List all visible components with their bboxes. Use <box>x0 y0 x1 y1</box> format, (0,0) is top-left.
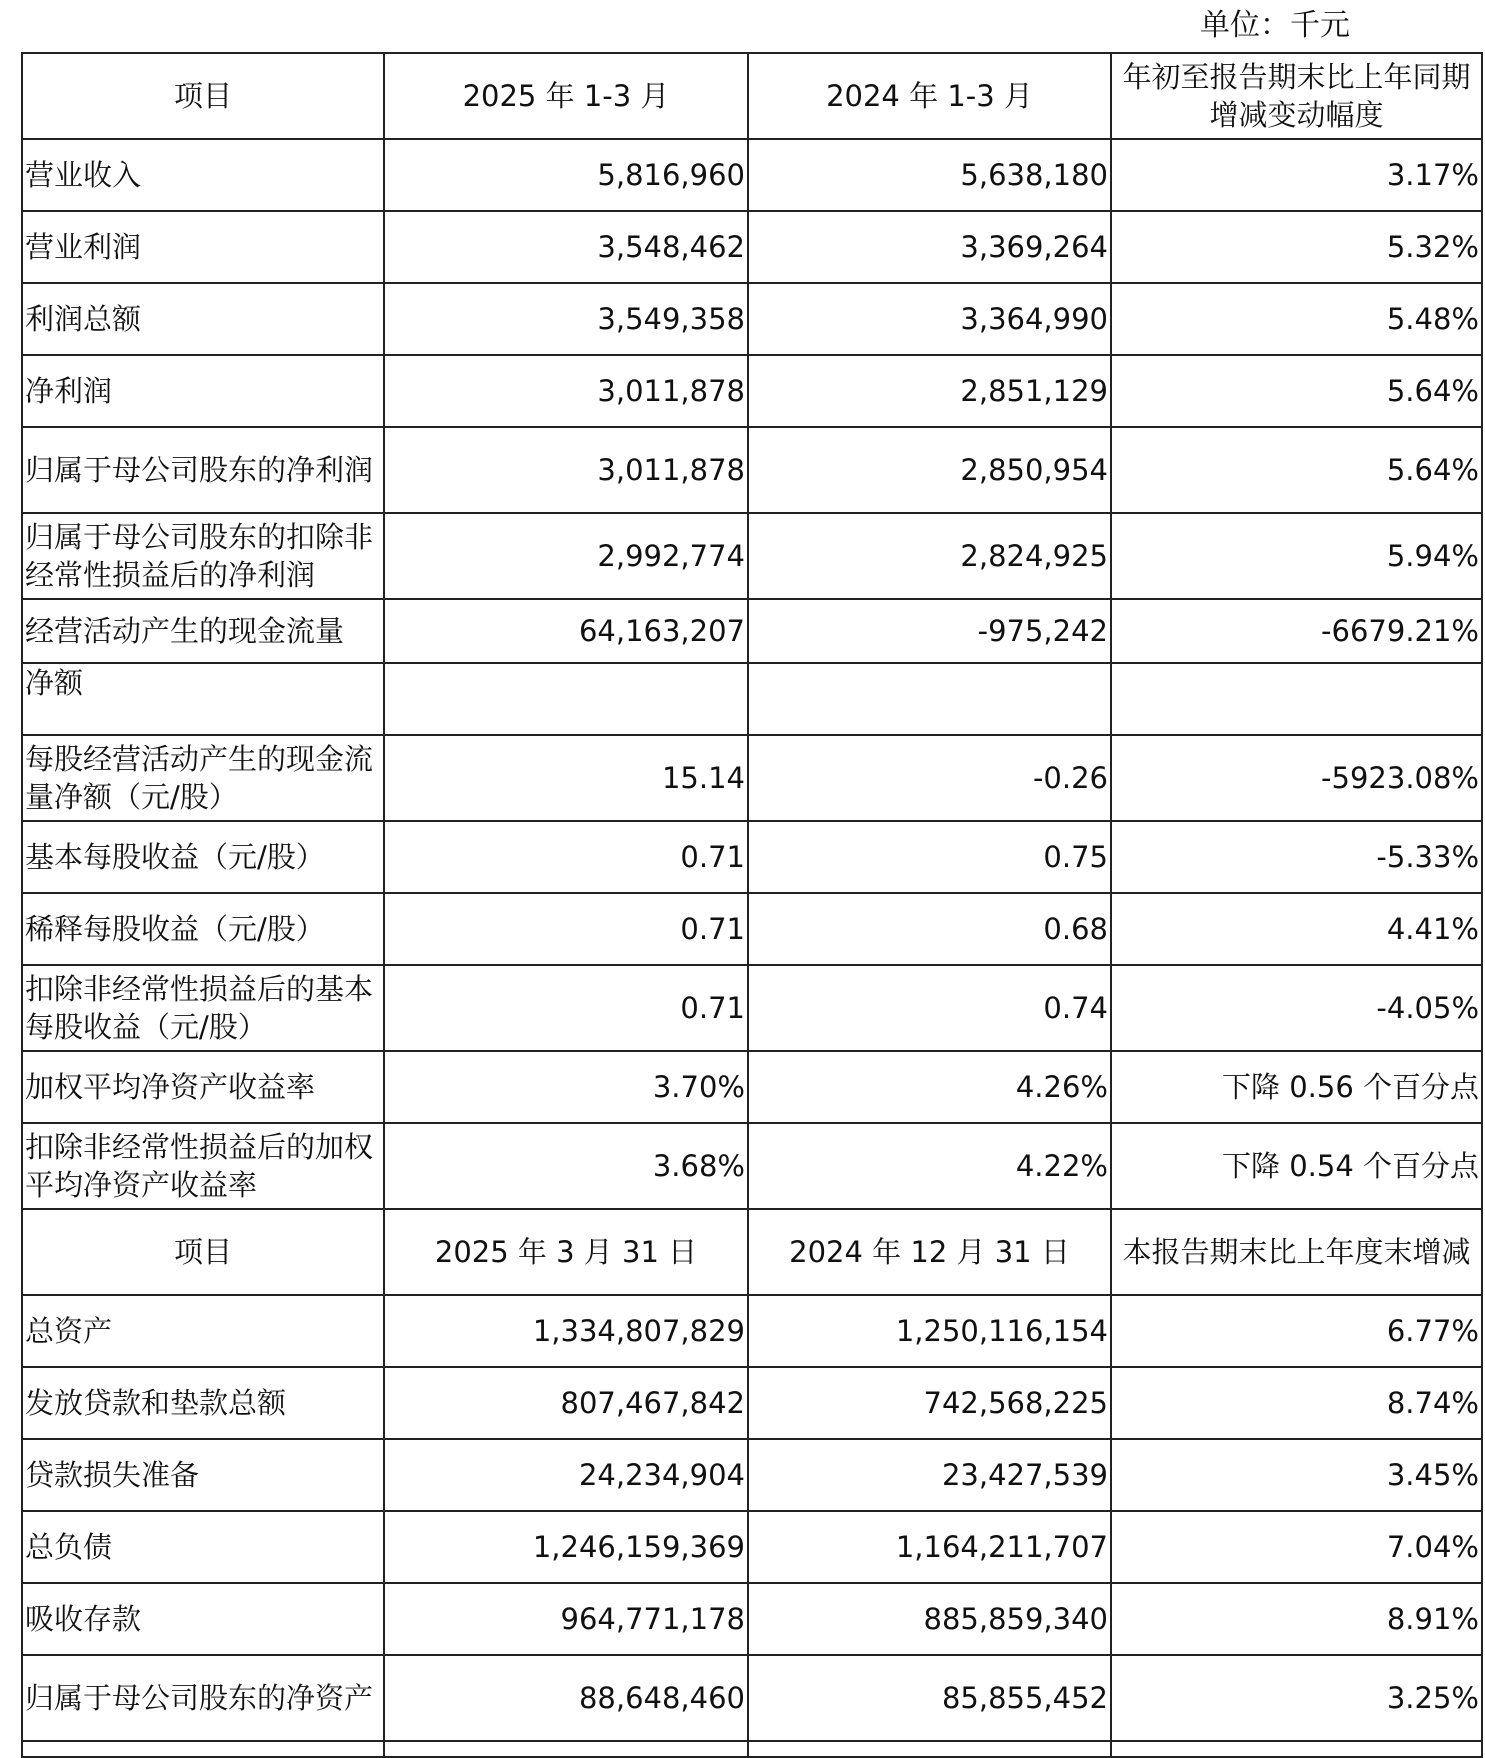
row-label: 加权平均净资产收益率 <box>22 1051 384 1123</box>
table-row <box>22 821 1482 893</box>
section1-body <box>22 53 1482 1209</box>
row-label: 利润总额 <box>22 283 384 355</box>
table-row <box>22 893 1482 965</box>
row-label: 营业利润 <box>22 211 384 283</box>
value-2024: 0.74 <box>748 965 1111 1051</box>
header-ytd-change: 本报告期末比上年度末增减 <box>1111 1209 1482 1295</box>
row-label: 归属于母公司股东的扣除非经常性损益后的净利润 <box>22 513 384 599</box>
value-2024: 1,250,116,154 <box>748 1295 1111 1367</box>
header-2025-q1: 2025 年 1-3 月 <box>384 53 748 139</box>
table-row <box>22 1123 1482 1209</box>
header-item: 项目 <box>22 1209 384 1295</box>
value-change: 3.45% <box>1111 1439 1482 1511</box>
table-row <box>22 355 1482 427</box>
value-2025: 3,011,878 <box>384 355 748 427</box>
row-label: 归属于母公司股东的净资产 <box>22 1655 384 1741</box>
value-2024: 2,824,925 <box>748 513 1111 599</box>
value-change: 下降 0.54 个百分点 <box>1111 1123 1482 1209</box>
value-2025: 3,548,462 <box>384 211 748 283</box>
row-label: 归属于母公司股东的净利润 <box>22 427 384 513</box>
value-2024: 4.22% <box>748 1123 1111 1209</box>
table-row <box>22 735 1482 821</box>
value-2025: 5,816,960 <box>384 139 748 211</box>
table-row <box>22 1583 1482 1655</box>
financial-summary-table <box>21 52 1483 1758</box>
row-label: 净利润 <box>22 355 384 427</box>
empty-cell <box>22 1741 384 1757</box>
value-2025: 88,648,460 <box>384 1655 748 1741</box>
table-row <box>22 663 1482 735</box>
value-2024: 23,427,539 <box>748 1439 1111 1511</box>
value-2024: 5,638,180 <box>748 139 1111 211</box>
table-row <box>22 1511 1482 1583</box>
row-label: 稀释每股收益（元/股） <box>22 893 384 965</box>
value-change: 8.74% <box>1111 1367 1482 1439</box>
table-row <box>22 139 1482 211</box>
row-label: 每股经营活动产生的现金流量净额（元/股） <box>22 735 384 821</box>
value-2024: 2,850,954 <box>748 427 1111 513</box>
unit-label: 单位：千元 <box>1200 8 1350 43</box>
value-2024: 0.68 <box>748 893 1111 965</box>
value-2024: 1,164,211,707 <box>748 1511 1111 1583</box>
table-row <box>22 1051 1482 1123</box>
value-2024: 3,369,264 <box>748 211 1111 283</box>
value-2025: 0.71 <box>384 965 748 1051</box>
value-change: -4.05% <box>1111 965 1482 1051</box>
value-2025: 24,234,904 <box>384 1439 748 1511</box>
value-2024: 2,851,129 <box>748 355 1111 427</box>
row-label: 扣除非经常性损益后的加权平均净资产收益率 <box>22 1123 384 1209</box>
header-yoy-change: 年初至报告期末比上年同期增减变动幅度 <box>1111 53 1482 139</box>
value-2024: 3,364,990 <box>748 283 1111 355</box>
header-2024-12-31: 2024 年 12 月 31 日 <box>748 1209 1111 1295</box>
row-label: 总资产 <box>22 1295 384 1367</box>
value-2024: 885,859,340 <box>748 1583 1111 1655</box>
header-2024-q1: 2024 年 1-3 月 <box>748 53 1111 139</box>
value-change: 5.64% <box>1111 355 1482 427</box>
header-item: 项目 <box>22 53 384 139</box>
row-label: 扣除非经常性损益后的基本每股收益（元/股） <box>22 965 384 1051</box>
value-2025: 807,467,842 <box>384 1367 748 1439</box>
section2-body <box>22 1209 1482 1757</box>
value-2025: 0.71 <box>384 821 748 893</box>
value-change: 5.64% <box>1111 427 1482 513</box>
table-row <box>22 965 1482 1051</box>
value-change: 6.77% <box>1111 1295 1482 1367</box>
row-label: 经营活动产生的现金流量 <box>22 599 384 663</box>
row-label: 基本每股收益（元/股） <box>22 821 384 893</box>
value-2025: 3,011,878 <box>384 427 748 513</box>
table-row <box>22 1439 1482 1511</box>
row-label: 营业收入 <box>22 139 384 211</box>
row-label: 吸收存款 <box>22 1583 384 1655</box>
table-row <box>22 427 1482 513</box>
value-change: 4.41% <box>1111 893 1482 965</box>
value-change: -6679.21% <box>1111 599 1482 663</box>
table-row <box>22 513 1482 599</box>
value-2025: 64,163,207 <box>384 599 748 663</box>
value-change: 7.04% <box>1111 1511 1482 1583</box>
table-row <box>22 283 1482 355</box>
table-row <box>22 211 1482 283</box>
value-2024: 742,568,225 <box>748 1367 1111 1439</box>
value-2024: -0.26 <box>748 735 1111 821</box>
value-2025 <box>384 663 748 735</box>
row-label: 总负债 <box>22 1511 384 1583</box>
value-2024: 0.75 <box>748 821 1111 893</box>
value-2025: 3.70% <box>384 1051 748 1123</box>
value-2024: -975,242 <box>748 599 1111 663</box>
value-change: 5.48% <box>1111 283 1482 355</box>
value-2025: 3.68% <box>384 1123 748 1209</box>
table-row <box>22 1295 1482 1367</box>
value-2025: 1,334,807,829 <box>384 1295 748 1367</box>
table-row <box>22 1655 1482 1741</box>
section2-header-row <box>22 1209 1482 1295</box>
value-2025: 0.71 <box>384 893 748 965</box>
value-2025: 3,549,358 <box>384 283 748 355</box>
value-2024 <box>748 663 1111 735</box>
value-change: 5.94% <box>1111 513 1482 599</box>
value-change: 3.25% <box>1111 1655 1482 1741</box>
value-2025: 2,992,774 <box>384 513 748 599</box>
row-label: 贷款损失准备 <box>22 1439 384 1511</box>
value-change: 5.32% <box>1111 211 1482 283</box>
value-2024: 4.26% <box>748 1051 1111 1123</box>
value-change: -5923.08% <box>1111 735 1482 821</box>
row-label: 净额 <box>22 663 384 735</box>
empty-cell <box>748 1741 1111 1757</box>
value-change <box>1111 663 1482 735</box>
value-2024: 85,855,452 <box>748 1655 1111 1741</box>
table-row <box>22 599 1482 663</box>
value-change: -5.33% <box>1111 821 1482 893</box>
table-row <box>22 1367 1482 1439</box>
value-change: 3.17% <box>1111 139 1482 211</box>
row-label: 发放贷款和垫款总额 <box>22 1367 384 1439</box>
value-2025: 15.14 <box>384 735 748 821</box>
value-change: 下降 0.56 个百分点 <box>1111 1051 1482 1123</box>
section1-header-row <box>22 53 1482 139</box>
empty-cell <box>384 1741 748 1757</box>
value-2025: 964,771,178 <box>384 1583 748 1655</box>
empty-cell <box>1111 1741 1482 1757</box>
header-2025-03-31: 2025 年 3 月 31 日 <box>384 1209 748 1295</box>
table-row-continued <box>22 1741 1482 1757</box>
value-2025: 1,246,159,369 <box>384 1511 748 1583</box>
value-change: 8.91% <box>1111 1583 1482 1655</box>
